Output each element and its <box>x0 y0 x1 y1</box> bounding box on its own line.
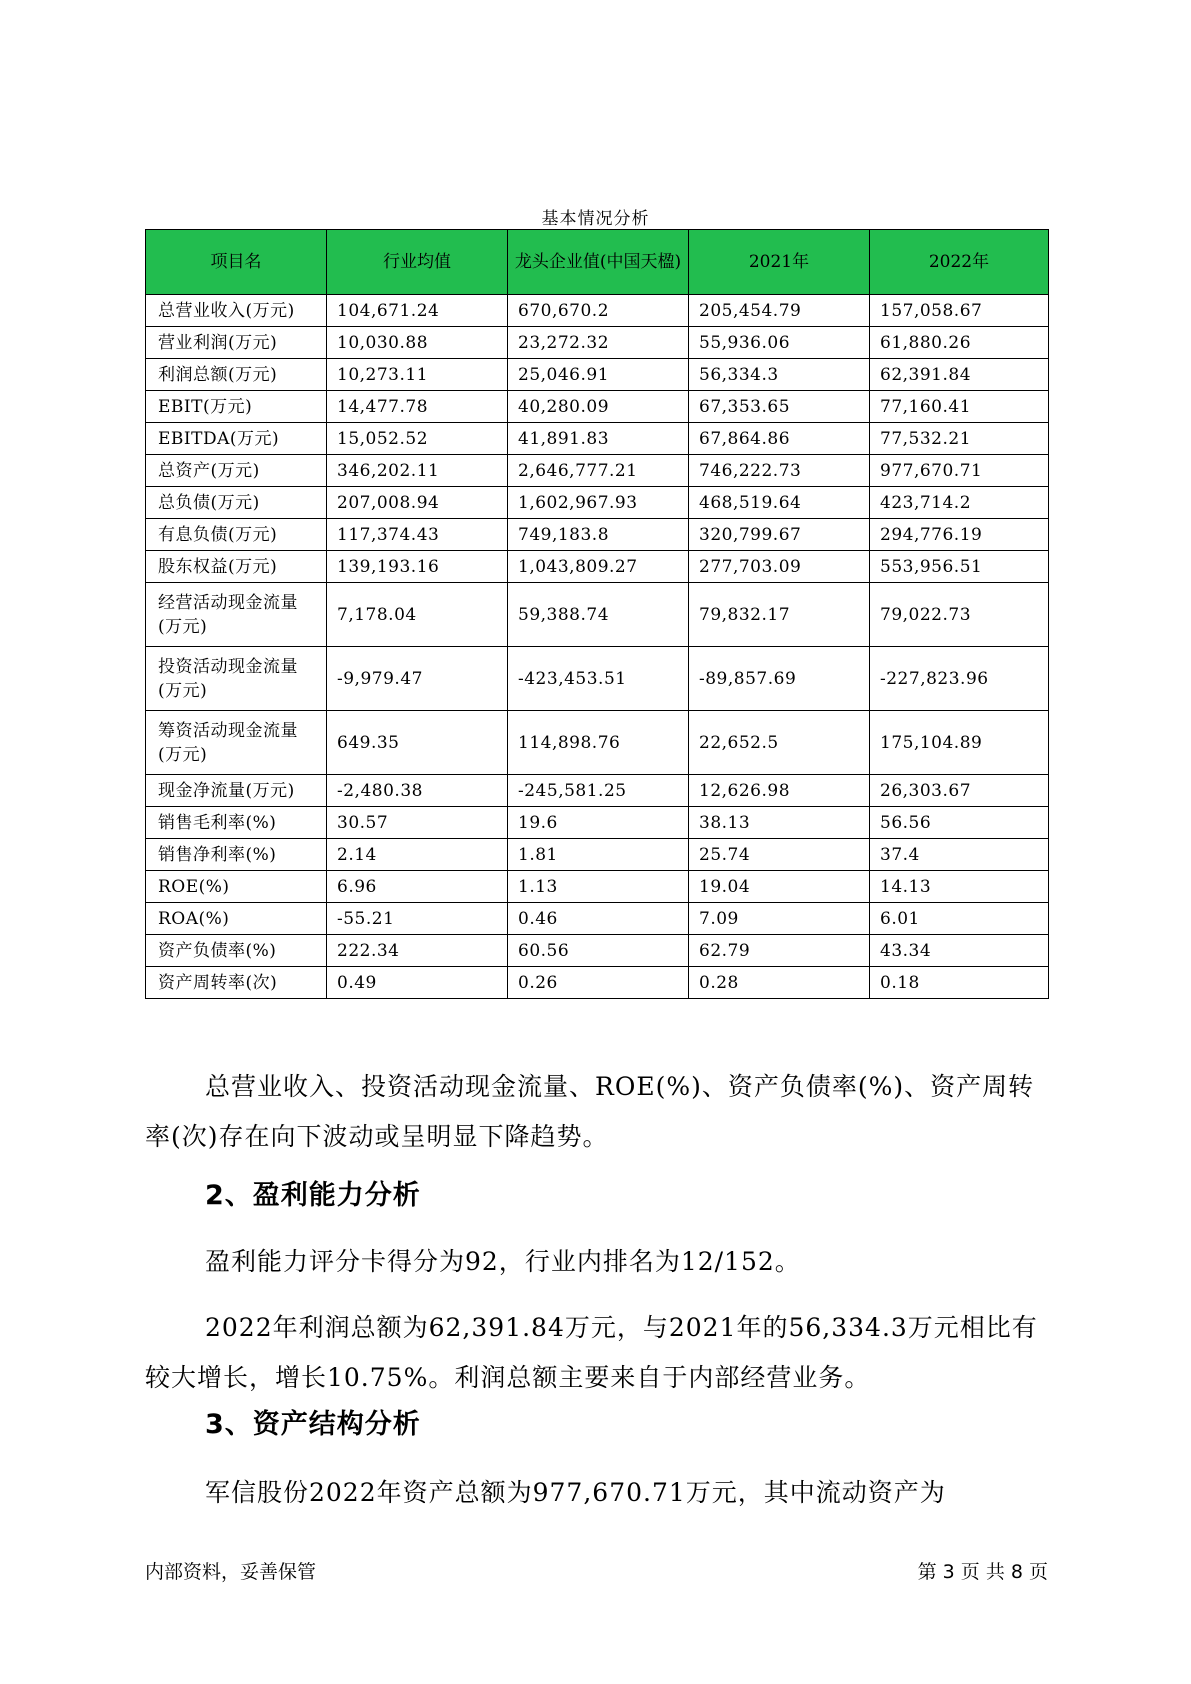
table-row <box>146 903 1049 935</box>
table-cell: 7,178.04 <box>327 583 508 647</box>
table-cell: 15,052.52 <box>327 423 508 455</box>
table-row-label: ROA(%) <box>146 903 327 935</box>
table-row-label: 总资产(万元) <box>146 455 327 487</box>
table-cell: 117,374.43 <box>327 519 508 551</box>
table-cell: -2,480.38 <box>327 775 508 807</box>
table-row <box>146 967 1049 999</box>
table-row <box>146 519 1049 551</box>
section-heading-asset-structure: 3、资产结构分析 <box>205 1409 421 1440</box>
header-item-name: 项目名 <box>146 230 327 295</box>
table-cell: -9,979.47 <box>327 647 508 711</box>
table-cell: 277,703.09 <box>689 551 870 583</box>
table-cell: 1.81 <box>508 839 689 871</box>
table-cell: 60.56 <box>508 935 689 967</box>
table-cell: 56,334.3 <box>689 359 870 391</box>
table-cell: 61,880.26 <box>870 327 1049 359</box>
table-row-label: 有息负债(万元) <box>146 519 327 551</box>
table-cell: 25.74 <box>689 839 870 871</box>
header-leader-value: 龙头企业值(中国天楹) <box>508 230 689 295</box>
table-cell: 0.46 <box>508 903 689 935</box>
table-row-label: 销售毛利率(%) <box>146 807 327 839</box>
table-cell: 294,776.19 <box>870 519 1049 551</box>
table-cell: 25,046.91 <box>508 359 689 391</box>
table-caption: 基本情况分析 <box>541 209 650 229</box>
table-row-label: EBIT(万元) <box>146 391 327 423</box>
table-cell: 67,353.65 <box>689 391 870 423</box>
table-cell: 43.34 <box>870 935 1049 967</box>
table-cell: -89,857.69 <box>689 647 870 711</box>
table-cell: 10,273.11 <box>327 359 508 391</box>
table-cell: 977,670.71 <box>870 455 1049 487</box>
table-cell: 41,891.83 <box>508 423 689 455</box>
header-2021: 2021年 <box>689 230 870 295</box>
table-row <box>146 711 1049 775</box>
table-row-label: 总营业收入(万元) <box>146 295 327 327</box>
table-cell: 55,936.06 <box>689 327 870 359</box>
table-cell: 1.13 <box>508 871 689 903</box>
table-cell: 59,388.74 <box>508 583 689 647</box>
table-cell: 7.09 <box>689 903 870 935</box>
table-cell: 1,602,967.93 <box>508 487 689 519</box>
table-cell: -227,823.96 <box>870 647 1049 711</box>
table-row-label: 总负债(万元) <box>146 487 327 519</box>
score-paragraph: 盈利能力评分卡得分为92，行业内排名为12/152。 <box>205 1247 801 1276</box>
table-cell: 12,626.98 <box>689 775 870 807</box>
table-cell: 30.57 <box>327 807 508 839</box>
table-row <box>146 487 1049 519</box>
table-cell: 38.13 <box>689 807 870 839</box>
table-row <box>146 807 1049 839</box>
section-heading-profitability: 2、盈利能力分析 <box>205 1180 421 1211</box>
table-cell: 0.28 <box>689 967 870 999</box>
table-row <box>146 423 1049 455</box>
table-cell: 2,646,777.21 <box>508 455 689 487</box>
table-cell: 104,671.24 <box>327 295 508 327</box>
table-cell: 157,058.67 <box>870 295 1049 327</box>
table-cell: 6.01 <box>870 903 1049 935</box>
table-cell: 6.96 <box>327 871 508 903</box>
table-cell: 553,956.51 <box>870 551 1049 583</box>
table-cell: 19.6 <box>508 807 689 839</box>
header-industry-average: 行业均值 <box>327 230 508 295</box>
table-cell: 649.35 <box>327 711 508 775</box>
table-row <box>146 359 1049 391</box>
table-cell: 62,391.84 <box>870 359 1049 391</box>
table-cell: 749,183.8 <box>508 519 689 551</box>
table-row-label: ROE(%) <box>146 871 327 903</box>
table-cell: 77,160.41 <box>870 391 1049 423</box>
table-row-label: EBITDA(万元) <box>146 423 327 455</box>
asset-paragraph: 军信股份2022年资产总额为977,670.71万元，其中流动资产为 <box>205 1478 946 1507</box>
table-header-row <box>146 230 1049 295</box>
table-cell: 468,519.64 <box>689 487 870 519</box>
table-cell: 0.49 <box>327 967 508 999</box>
table-cell: 79,832.17 <box>689 583 870 647</box>
table-row-label: 经营活动现金流量(万元) <box>146 583 327 647</box>
table-row-label: 股东权益(万元) <box>146 551 327 583</box>
footer-page-number: 第 3 页 共 8 页 <box>917 1561 1048 1583</box>
table-row-label: 筹资活动现金流量(万元) <box>146 711 327 775</box>
table-row-label: 现金净流量(万元) <box>146 775 327 807</box>
table-cell: 205,454.79 <box>689 295 870 327</box>
table-cell: -55.21 <box>327 903 508 935</box>
table-row <box>146 295 1049 327</box>
table-row <box>146 391 1049 423</box>
table-row-label: 投资活动现金流量(万元) <box>146 647 327 711</box>
table-row <box>146 871 1049 903</box>
table-cell: 37.4 <box>870 839 1049 871</box>
table-cell: 77,532.21 <box>870 423 1049 455</box>
table-cell: 0.18 <box>870 967 1049 999</box>
table-cell: 0.26 <box>508 967 689 999</box>
table-cell: 320,799.67 <box>689 519 870 551</box>
header-2022: 2022年 <box>870 230 1049 295</box>
table-cell: 423,714.2 <box>870 487 1049 519</box>
table-cell: 222.34 <box>327 935 508 967</box>
table-row-label: 营业利润(万元) <box>146 327 327 359</box>
table-cell: 2.14 <box>327 839 508 871</box>
table-cell: 175,104.89 <box>870 711 1049 775</box>
table-row-label: 资产负债率(%) <box>146 935 327 967</box>
table-cell: 22,652.5 <box>689 711 870 775</box>
table-row <box>146 775 1049 807</box>
table-cell: 139,193.16 <box>327 551 508 583</box>
table-cell: 746,222.73 <box>689 455 870 487</box>
table-row <box>146 583 1049 647</box>
table-cell: 346,202.11 <box>327 455 508 487</box>
table-cell: 114,898.76 <box>508 711 689 775</box>
table-cell: 10,030.88 <box>327 327 508 359</box>
table-row-label: 资产周转率(次) <box>146 967 327 999</box>
table-cell: 23,272.32 <box>508 327 689 359</box>
profit-paragraph: 2022年利润总额为62,391.84万元，与2021年的56,334.3万元相比有较大增长，增长10.75%。利润总额主要来自于内部经营业务。 <box>145 1313 1038 1392</box>
table-cell: 19.04 <box>689 871 870 903</box>
table-cell: 670,670.2 <box>508 295 689 327</box>
table-cell: 40,280.09 <box>508 391 689 423</box>
table-cell: 207,008.94 <box>327 487 508 519</box>
basic-analysis-table <box>145 229 1049 999</box>
table-cell: 67,864.86 <box>689 423 870 455</box>
table-cell: 1,043,809.27 <box>508 551 689 583</box>
table-row <box>146 551 1049 583</box>
table-cell: 56.56 <box>870 807 1049 839</box>
table-cell: 79,022.73 <box>870 583 1049 647</box>
table-cell: -423,453.51 <box>508 647 689 711</box>
trend-paragraph: 总营业收入、投资活动现金流量、ROE(%)、资产负债率(%)、资产周转率(次)存在向下波动或呈明显下降趋势。 <box>145 1072 1035 1151</box>
table-row <box>146 839 1049 871</box>
table-row <box>146 455 1049 487</box>
footer-confidential-note: 内部资料，妥善保管 <box>145 1561 317 1583</box>
table-cell: 62.79 <box>689 935 870 967</box>
table-row <box>146 647 1049 711</box>
table-cell: 14,477.78 <box>327 391 508 423</box>
table-cell: -245,581.25 <box>508 775 689 807</box>
table-row-label: 利润总额(万元) <box>146 359 327 391</box>
table-cell: 26,303.67 <box>870 775 1049 807</box>
table-row <box>146 327 1049 359</box>
table-row <box>146 935 1049 967</box>
table-cell: 14.13 <box>870 871 1049 903</box>
table-row-label: 销售净利率(%) <box>146 839 327 871</box>
